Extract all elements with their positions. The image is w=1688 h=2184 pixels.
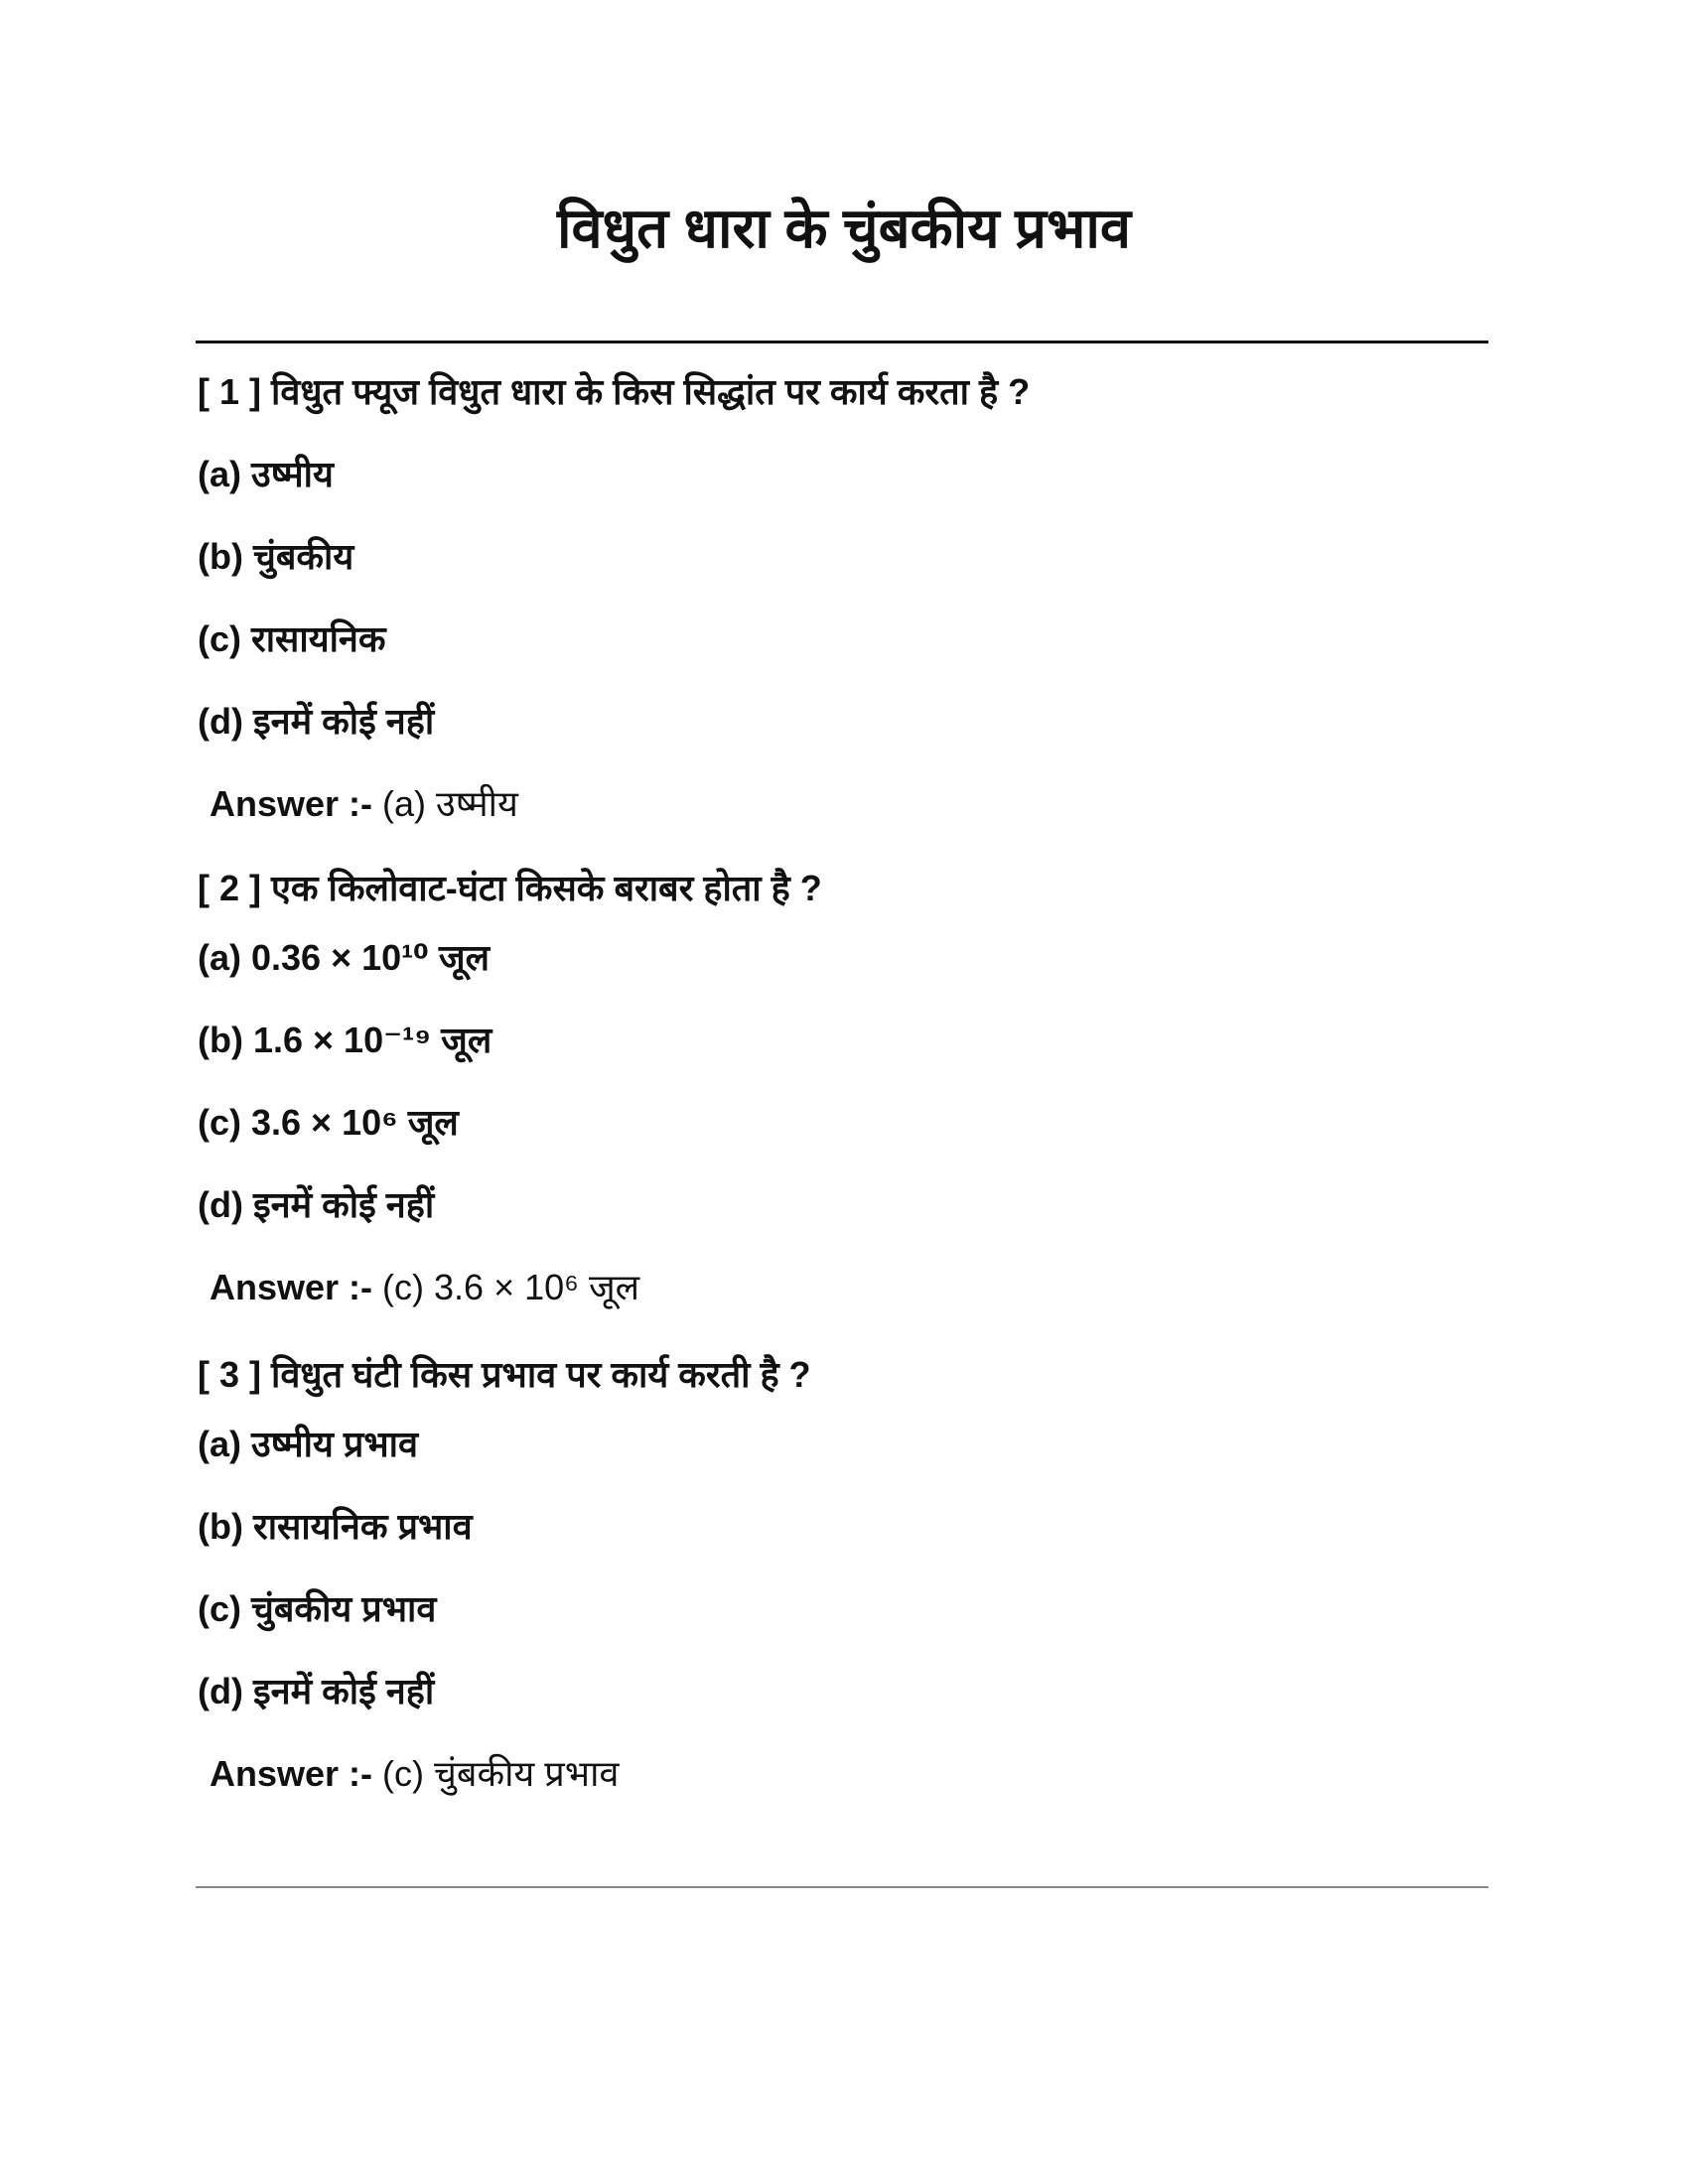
- option-b: (b) रासायनिक प्रभाव: [198, 1506, 473, 1547]
- option-c: (c) 3.6 × 10⁶ जूल: [198, 1102, 459, 1143]
- option-c: (c) चुंबकीय प्रभाव: [198, 1588, 437, 1629]
- option-d: (d) इनमें कोई नहीं: [198, 1184, 435, 1225]
- bottom-divider: [196, 1886, 1488, 1888]
- answer-line: [210, 779, 518, 829]
- answer-line: [210, 1749, 619, 1799]
- option-a: (a) 0.36 × 10¹⁰ जूल: [198, 937, 491, 978]
- option-b: (b) 1.6 × 10⁻¹⁹ जूल: [198, 1020, 492, 1060]
- option-a: (a) उष्मीय प्रभाव: [198, 1424, 418, 1464]
- answer-text: (a) उष्मीय: [382, 783, 518, 824]
- answer-text: (c) 3.6 × 10⁶ जूल: [382, 1267, 640, 1307]
- answer-text: (c) चुंबकीय प्रभाव: [382, 1753, 620, 1794]
- question-text: [ 3 ] विधुत घंटी किस प्रभाव पर कार्य करती है ?: [198, 1354, 811, 1395]
- option-b: (b) चुंबकीय: [198, 536, 354, 577]
- option-c: (c) रासायनिक: [198, 618, 386, 659]
- option-d: (d) इनमें कोई नहीं: [198, 1671, 435, 1711]
- answer-label: Answer :-: [210, 1267, 373, 1307]
- answer-line: [210, 1263, 639, 1312]
- answer-label: Answer :-: [210, 1753, 373, 1794]
- question-text: [ 1 ] विधुत फ्यूज विधुत धारा के किस सिद्धांत पर कार्य करता है ?: [198, 371, 1031, 412]
- page-title: विधुत धारा के चुंबकीय प्रभाव: [557, 197, 1131, 259]
- option-a: (a) उष्मीय: [198, 454, 334, 494]
- top-divider: [196, 341, 1488, 343]
- question-text: [ 2 ] एक किलोवाट-घंटा किसके बराबर होता है ?: [198, 868, 822, 908]
- answer-label: Answer :-: [210, 783, 373, 824]
- option-d: (d) इनमें कोई नहीं: [198, 701, 435, 742]
